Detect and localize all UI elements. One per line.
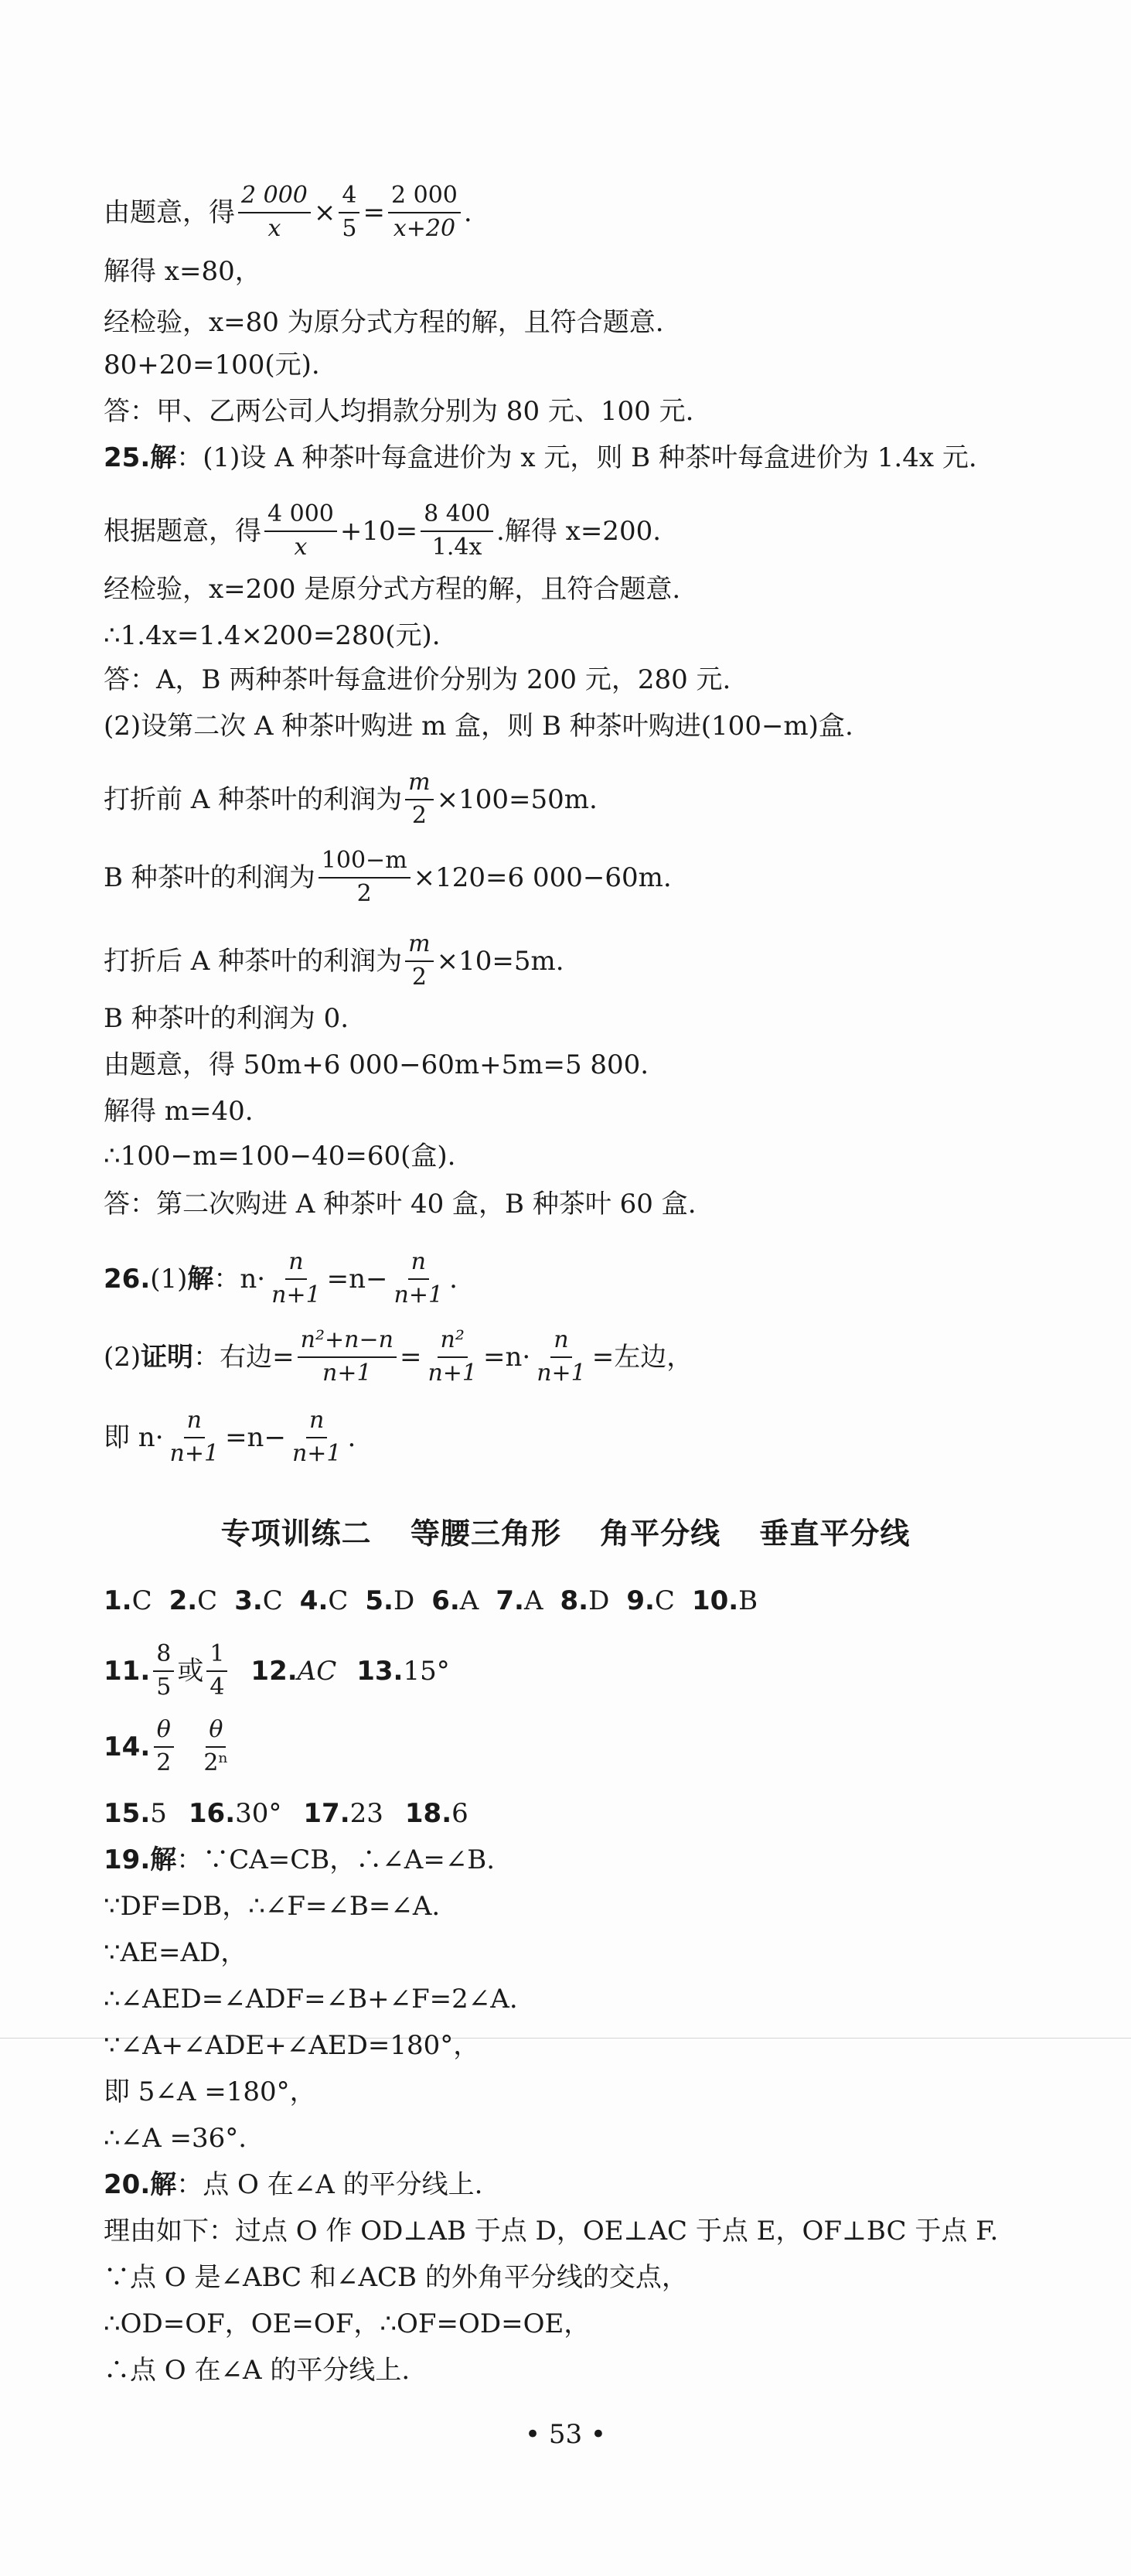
p25-line-9 [104, 931, 564, 991]
text: =n− [326, 1263, 388, 1295]
denominator: n+1 [393, 1281, 444, 1308]
text: 或 [177, 1655, 204, 1687]
fraction [167, 1407, 223, 1467]
answer: 23 [349, 1798, 383, 1829]
page-number: • 53 • [525, 2419, 606, 2450]
question-number: 4. [299, 1585, 329, 1616]
proof-label: 证明 [141, 1341, 194, 1373]
denominator: x [294, 533, 308, 561]
fraction [388, 183, 461, 242]
text: = [399, 1341, 422, 1373]
p24-line-2: 解得 x=80， [104, 256, 261, 287]
answer-item [299, 1585, 349, 1616]
numerator: n [410, 1248, 426, 1275]
question-number: 12. [250, 1655, 298, 1687]
p20-line-5: ∴点 O 在∠A 的平分线上. [104, 2355, 410, 2386]
p19-line-4: ∴∠AED=∠ADF=∠B+∠F=2∠A. [104, 1984, 518, 2015]
denominator: n+1 [322, 1359, 372, 1387]
text: =左边， [591, 1341, 693, 1373]
question-number: 15. [104, 1798, 151, 1829]
question-number: 17. [303, 1798, 350, 1829]
p20-line-4: ∴OD=OF，OE=OF，∴OF=OD=OE， [104, 2308, 591, 2339]
question-number: 10. [691, 1585, 739, 1616]
denominator: 2 [411, 963, 427, 991]
problem-number: 25.解 [104, 442, 177, 473]
fraction [238, 183, 311, 242]
text: ：点 O 在∠A 的平分线上. [176, 2169, 483, 2200]
numerator: 100−m [319, 848, 410, 879]
answer: B [738, 1585, 758, 1616]
p24-line-3: 经检验，x=80 为原分式方程的解，且符合题意. [104, 307, 664, 338]
text: ：(1)设 A 种茶叶每盒进价为 x 元，则 B 种茶叶每盒进价为 1.4x 元. [176, 442, 977, 473]
denominator: n+1 [169, 1439, 220, 1467]
text: ×120=6 000−60m. [413, 862, 672, 893]
problem-number: 20.解 [104, 2169, 177, 2200]
answer: AC [297, 1655, 337, 1687]
answer-item [169, 1585, 218, 1616]
p20-line-2: 理由如下：过点 O 作 OD⊥AB 于点 D，OE⊥AC 于点 E，OF⊥BC 于点 F. [104, 2216, 999, 2247]
denominator: n+1 [537, 1359, 586, 1387]
denominator: 2 [156, 1749, 172, 1776]
fraction [268, 1249, 324, 1308]
numerator: n²+n−n [300, 1326, 393, 1353]
p26-line-1 [104, 1249, 458, 1308]
denominator: x+20 [393, 214, 456, 242]
fraction [405, 931, 433, 991]
fraction [391, 1249, 447, 1308]
denominator: 2ⁿ [203, 1749, 229, 1776]
numerator: 8 [153, 1641, 174, 1672]
text: ：n· [213, 1263, 266, 1295]
equals-sign: = [363, 196, 385, 228]
text: (1) [150, 1263, 188, 1295]
section-title-part: 等腰三角形 [410, 1517, 561, 1551]
fraction [405, 769, 433, 829]
numerator: n² [440, 1326, 465, 1353]
question-number: 14. [104, 1731, 151, 1762]
p25-line-13: ∴100−m=100−40=60(盒). [104, 1141, 456, 1172]
p20-line-3: ∵点 O 是∠ABC 和∠ACB 的外角平分线的交点， [104, 2262, 688, 2293]
text: 由题意，得 [104, 196, 235, 228]
answer: C [262, 1585, 283, 1616]
p26-line-3 [104, 1407, 356, 1467]
p25-line-14: 答：第二次购进 A 种茶叶 40 盒，B 种茶叶 60 盒. [104, 1189, 697, 1220]
p25-line-10: B 种茶叶的利润为 0. [104, 1003, 349, 1034]
text: +10= [339, 515, 418, 547]
section-title [0, 1510, 1131, 1552]
answer-item [691, 1585, 758, 1616]
p19-line-3: ∵AE=AD， [104, 1937, 247, 1968]
numerator: 1 [206, 1641, 227, 1672]
answer-item [189, 1800, 282, 1827]
answers-row-2 [104, 1641, 450, 1701]
answer-item [626, 1585, 675, 1616]
answer-item [303, 1800, 383, 1827]
text: ：∵CA=CB，∴∠A=∠B. [176, 1844, 496, 1875]
problem-number: 26. [104, 1263, 151, 1295]
text: .解得 x=200. [496, 515, 662, 547]
numerator: 2 000 [241, 182, 308, 209]
answer-item [104, 1800, 167, 1827]
numerator: m [408, 930, 431, 957]
denominator: n+1 [291, 1439, 342, 1467]
answer: 30° [235, 1798, 282, 1829]
p25-line-11: 由题意，得 50m+6 000−60m+5m=5 800. [104, 1049, 649, 1080]
question-number: 11. [104, 1655, 151, 1687]
denominator: 1.4x [431, 533, 482, 561]
text: . [347, 1421, 356, 1453]
text: ×10=5m. [436, 945, 564, 977]
numerator: 4 000 [264, 501, 337, 532]
text: . [449, 1263, 458, 1295]
text: 根据题意，得 [104, 515, 261, 547]
p25-line-12: 解得 m=40. [104, 1096, 254, 1127]
text: ×100=50m. [436, 783, 598, 815]
p26-line-2 [104, 1327, 693, 1387]
answer: 5 [150, 1798, 167, 1829]
question-number: 9. [626, 1585, 655, 1616]
answer-item [560, 1585, 610, 1616]
p19-line-7: ∴∠A =36°. [104, 2123, 247, 2154]
answer: D [588, 1585, 610, 1616]
solve-label: 解 [187, 1263, 214, 1295]
fraction [421, 501, 493, 561]
answer-item [365, 1585, 415, 1616]
numerator: 2 000 [388, 183, 461, 213]
question-number: 18. [404, 1798, 452, 1829]
numerator: 4 [339, 183, 359, 213]
denominator: x [267, 214, 281, 242]
fraction [264, 501, 337, 561]
p25-line-2 [104, 501, 661, 561]
text: B 种茶叶的利润为 [104, 862, 315, 893]
text: . [463, 196, 472, 228]
fraction [289, 1407, 345, 1467]
answer: 15° [403, 1655, 450, 1687]
p19-line-1 [104, 1844, 496, 1875]
fraction [339, 183, 359, 242]
answer: C [654, 1585, 675, 1616]
fraction [200, 1717, 231, 1776]
fraction [298, 1327, 397, 1387]
answer: A [523, 1585, 543, 1616]
answer-item [431, 1585, 479, 1616]
problem-number: 19.解 [104, 1844, 177, 1875]
fraction [319, 848, 410, 907]
question-number: 6. [431, 1585, 460, 1616]
answers-row-4 [104, 1800, 468, 1827]
question-number: 2. [169, 1585, 198, 1616]
numerator: n [554, 1326, 569, 1353]
numerator: 8 400 [421, 501, 493, 532]
p25-line-1 [104, 442, 977, 473]
numerator: θ [156, 1716, 171, 1743]
answers-row-3 [104, 1717, 234, 1776]
numerator: n [309, 1407, 325, 1434]
p19-line-2: ∵DF=DB，∴∠F=∠B=∠A. [104, 1891, 441, 1922]
p24-line-4: 80+20=100(元). [104, 350, 320, 380]
answer: C [328, 1585, 349, 1616]
p24-line-5: 答：甲、乙两公司人均捐款分别为 80 元、100 元. [104, 396, 694, 427]
text: =n− [225, 1421, 286, 1453]
question-number: 16. [188, 1798, 236, 1829]
denominator: 2 [411, 801, 427, 829]
answer: C [131, 1585, 152, 1616]
answers-row-1 [104, 1585, 758, 1616]
p24-line-1 [104, 183, 472, 242]
p25-line-3: 经检验，x=200 是原分式方程的解，且符合题意. [104, 574, 681, 605]
denominator: n+1 [271, 1281, 321, 1308]
fraction [153, 1717, 174, 1776]
answer: A [459, 1585, 479, 1616]
denominator: n+1 [428, 1359, 477, 1387]
answer-item [104, 1585, 152, 1616]
denominator: 2 [356, 879, 372, 907]
fraction [153, 1641, 174, 1701]
p25-line-7 [104, 769, 598, 829]
denominator: 5 [342, 214, 357, 242]
p25-line-8 [104, 848, 672, 907]
section-title-part: 专项训练二 [220, 1517, 372, 1551]
p25-line-5: 答：A，B 两种茶叶每盒进价分别为 200 元，280 元. [104, 664, 731, 695]
question-number: 7. [496, 1585, 524, 1616]
answer: 6 [451, 1798, 468, 1829]
text: 打折后 A 种茶叶的利润为 [104, 945, 403, 977]
answer: C [197, 1585, 218, 1616]
times-sign: × [313, 196, 336, 228]
p19-line-6: 即 5∠A =180°， [104, 2076, 316, 2107]
numerator: m [408, 769, 431, 796]
question-number: 8. [560, 1585, 589, 1616]
p19-line-5: ∵∠A+∠ADE+∠AED=180°， [104, 2030, 480, 2061]
question-number: 1. [104, 1585, 132, 1616]
numerator: n [186, 1407, 202, 1434]
fraction [206, 1641, 227, 1701]
question-number: 3. [234, 1585, 263, 1616]
numerator: n [288, 1248, 304, 1275]
fraction [424, 1327, 480, 1387]
answer-item [405, 1800, 468, 1827]
text: (2) [104, 1341, 141, 1373]
section-title-part: 垂直平分线 [759, 1517, 911, 1551]
p25-line-4: ∴1.4x=1.4×200=280(元). [104, 620, 441, 651]
answer-item [234, 1585, 283, 1616]
numerator: θ [209, 1716, 223, 1743]
section-title-part: 角平分线 [600, 1517, 721, 1551]
p25-line-6: (2)设第二次 A 种茶叶购进 m 盒，则 B 种茶叶购进(100−m)盒. [104, 711, 853, 742]
denominator: 4 [210, 1673, 225, 1701]
answer: D [393, 1585, 415, 1616]
text: ：右边= [193, 1341, 295, 1373]
text: =n· [482, 1341, 531, 1373]
question-number: 5. [365, 1585, 393, 1616]
text: 打折前 A 种茶叶的利润为 [104, 783, 403, 815]
answer-item [496, 1585, 543, 1616]
p20-line-1 [104, 2169, 483, 2200]
fraction [533, 1327, 589, 1387]
text: 即 n· [104, 1421, 164, 1453]
question-number: 13. [356, 1655, 404, 1687]
denominator: 5 [156, 1673, 172, 1701]
